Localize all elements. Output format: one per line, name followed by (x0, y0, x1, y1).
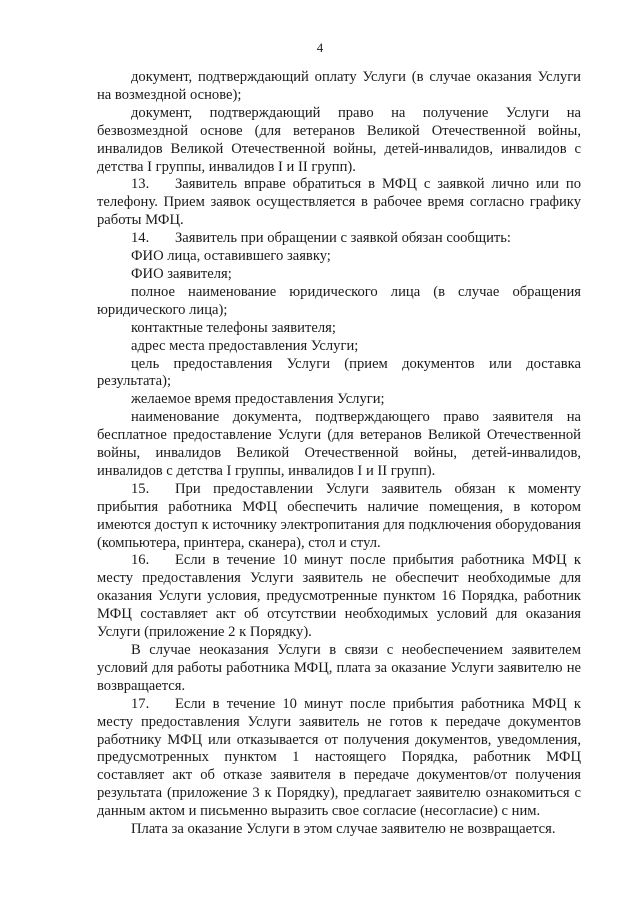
clause-text: Заявитель при обращении с заявкой обязан сообщить: (175, 230, 511, 247)
paragraph: цель предоставления Услуги (прием документов или доставка результата); (97, 355, 581, 390)
paragraph: документ, подтверждающий право на получение Услуги на безвозмездной основе (для ветеранов Великой Отечественной войны, инвалидов Великой Отечественной войны, детей-инвалидов, инвалидов с детства I группы, инвалидов I и II групп). (97, 104, 581, 175)
clause-text: При предоставлении Услуги заявитель обязан к моменту прибытия работника МФЦ обеспечить наличие помещения, в котором имеются доступ к источнику электропитания для подключения оборудования (компьютера, принтера, сканера), стол и стул. (97, 480, 581, 551)
paragraph: ФИО лица, оставившего заявку; (131, 248, 331, 265)
numbered-paragraph (97, 552, 581, 642)
numbered-paragraph (97, 176, 581, 230)
clause-number: 13. (131, 176, 150, 193)
clause-number: 14. (131, 230, 150, 247)
paragraph: документ, подтверждающий оплату Услуги (в случае оказания Услуги на возмездной основе); (97, 69, 581, 103)
paragraph: желаемое время предоставления Услуги; (131, 391, 385, 408)
numbered-paragraph (97, 696, 581, 821)
paragraph: адрес места предоставления Услуги; (131, 337, 359, 354)
clause-text: Если в течение 10 минут после прибытия работника МФЦ к месту предоставления Услуги заявитель не готов к передаче документов работнику МФЦ или отказывается от получения документов, уведомления, предусмотренных пунктом 1 настоящего Порядка, работник МФЦ составляет акт об отказе заявителя в передаче документов/от получения результата (приложение 3 к Порядку), предлагает заявителю ознакомиться с данным актом и письменно выразить свое согласие (несогласие) с ним. (97, 695, 581, 820)
clause-text: Если в течение 10 минут после прибытия работника МФЦ к месту предоставления Услуги заявитель не обеспечит необходимые для оказания Услуги условия, предусмотренные пунктом 16 Порядка, работник МФЦ составляет акт об отсутствии необходимых условий для оказания Услуги (приложение 2 к Порядку). (97, 552, 581, 641)
numbered-paragraph (97, 481, 581, 553)
page-number: 4 (316, 40, 324, 55)
paragraph: наименование документа, подтверждающего право заявителя на бесплатное предоставление Услуги (для ветеранов Великой Отечественной войны, инвалидов Великой Отечественной войны, детей-инвалидов, инвалидов с детства I группы, инвалидов I и II групп). (97, 409, 581, 479)
numbered-paragraph (97, 230, 581, 248)
clause-number: 16. (131, 552, 150, 569)
paragraph: контактные телефоны заявителя; (131, 319, 336, 336)
paragraph: Плата за оказание Услуги в этом случае заявителю не возвращается. (131, 821, 556, 838)
paragraph: полное наименование юридического лица (в случае обращения юридического лица); (97, 283, 581, 318)
paragraph: ФИО заявителя; (131, 265, 232, 282)
clause-text: Заявитель вправе обратиться в МФЦ с заявкой лично или по телефону. Прием заявок осуществляется в рабочее время согласно графику работы МФЦ. (97, 176, 581, 229)
document-body (97, 69, 581, 839)
paragraph: В случае неоказания Услуги в связи с необеспечением заявителем условий для работы работника МФЦ, плата за оказание Услуги заявителю не возвращается. (97, 642, 581, 694)
clause-number: 17. (131, 695, 150, 712)
clause-number: 15. (131, 480, 150, 497)
